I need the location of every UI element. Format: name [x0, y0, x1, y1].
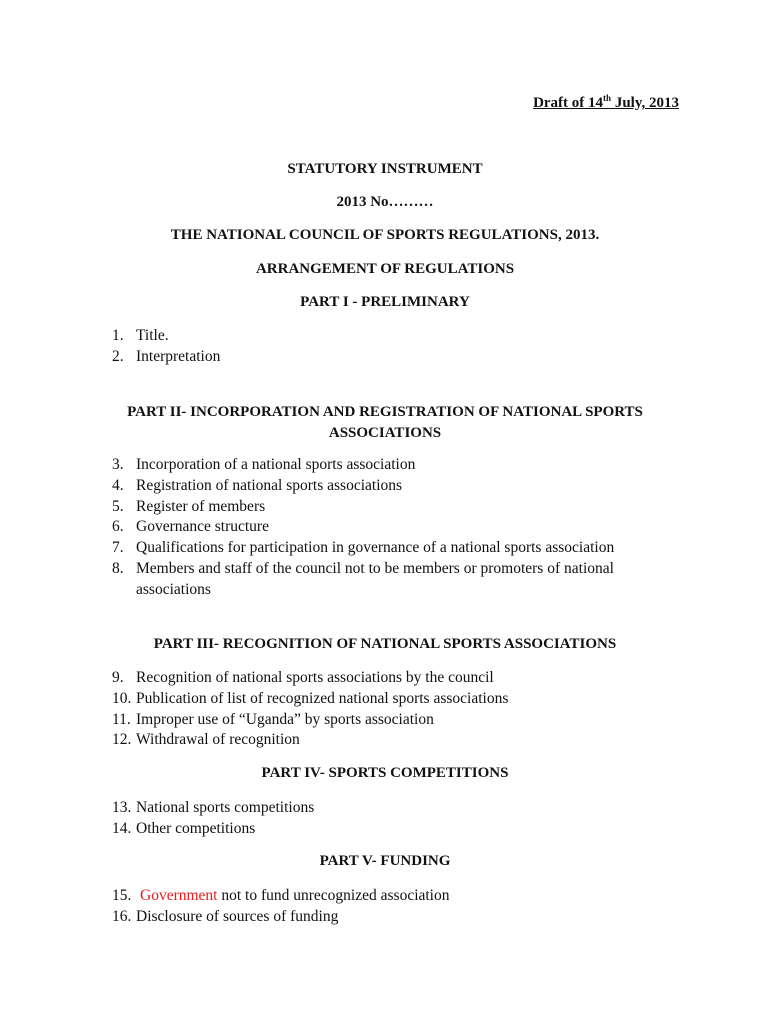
item-number: 12.: [112, 731, 132, 749]
regulations-title: THE NATIONAL COUNCIL OF SPORTS REGULATIONS, 2013.: [170, 227, 600, 243]
list-item: [112, 497, 636, 518]
list-item: [112, 668, 508, 689]
item-text: not to fund unrecognized association: [217, 887, 450, 904]
list-item: [112, 798, 314, 819]
draft-date-prefix: Draft of 14: [533, 95, 604, 111]
item-number: 10.: [112, 689, 132, 707]
part4-list: [112, 798, 314, 840]
item-text: Other competitions: [136, 819, 256, 837]
part2-heading: PART II- INCORPORATION AND REGISTRATION OF NATIONAL SPORTS ASSOCIATIONS: [127, 404, 643, 441]
part5-list: [112, 886, 450, 928]
item-number: 5.: [112, 497, 124, 515]
list-item: [112, 559, 636, 601]
list-item: [112, 730, 508, 751]
part5-heading: PART V- FUNDING: [319, 853, 451, 869]
item-number: 6.: [112, 518, 124, 536]
part3-heading: PART III- RECOGNITION OF NATIONAL SPORTS ASSOCIATIONS: [153, 636, 617, 652]
draft-date-sup: th: [603, 93, 612, 103]
item-text: Register of members: [136, 497, 266, 515]
item-number: 8.: [112, 559, 124, 577]
part1-heading: PART I - PRELIMINARY: [300, 294, 470, 310]
item-number: 4.: [112, 476, 124, 494]
item-number: 9.: [112, 669, 124, 686]
instrument-number: 2013 No………: [336, 194, 434, 210]
list-item: [112, 347, 220, 368]
arrangement-heading: ARRANGEMENT OF REGULATIONS: [255, 261, 515, 277]
item-number: 15.: [112, 887, 132, 904]
item-text: Title.: [136, 327, 169, 344]
list-item: [112, 326, 220, 347]
list-item: [112, 476, 636, 497]
part4-heading: PART IV- SPORTS COMPETITIONS: [261, 765, 509, 781]
item-number: 1.: [112, 327, 124, 344]
highlighted-word: Government: [140, 887, 218, 904]
list-item: [112, 455, 636, 476]
list-item: [112, 907, 450, 928]
item-number: 14.: [112, 819, 132, 837]
part1-list: [112, 326, 220, 368]
list-item: [112, 689, 508, 710]
draft-date-suffix: July, 2013: [611, 95, 679, 111]
list-item: [112, 538, 636, 559]
list-item: [112, 517, 636, 538]
instrument-heading: STATUTORY INSTRUMENT: [287, 161, 483, 177]
draft-date: [533, 93, 679, 112]
list-item: [112, 710, 508, 731]
item-text: Registration of national sports associations: [136, 476, 403, 494]
item-text: Publication of list of recognized national sports associations: [136, 689, 509, 707]
item-text: Qualifications for participation in governance of a national sports association: [136, 539, 615, 557]
item-text: Interpretation: [136, 347, 221, 365]
item-number: 16.: [112, 907, 132, 925]
item-text: Withdrawal of recognition: [136, 731, 300, 749]
list-item: [112, 819, 314, 840]
item-text: National sports competitions: [136, 799, 315, 816]
item-number: 7.: [112, 539, 124, 557]
item-number: 2.: [112, 347, 124, 365]
part3-list: [112, 668, 508, 751]
item-text: Governance structure: [136, 518, 269, 536]
item-text: Incorporation of a national sports association: [136, 456, 416, 473]
item-text: Recognition of national sports associations by the council: [136, 669, 494, 686]
part2-list: [112, 455, 636, 601]
item-text: Disclosure of sources of funding: [136, 907, 339, 925]
list-item: [112, 886, 450, 907]
item-text: Members and staff of the council not to be members or promoters of national associations: [136, 559, 614, 598]
item-number: 3.: [112, 456, 124, 473]
item-number: 13.: [112, 799, 132, 816]
item-text: Improper use of “Uganda” by sports association: [136, 710, 434, 728]
item-number: 11.: [112, 710, 131, 728]
